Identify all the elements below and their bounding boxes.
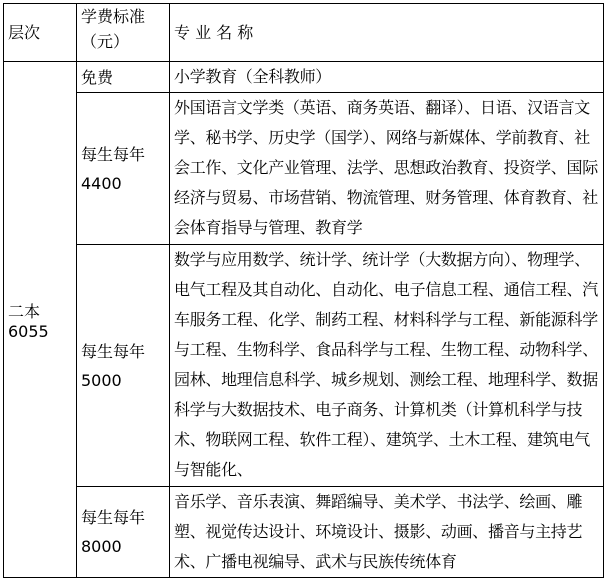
header-standard — [77, 4, 170, 62]
fee-cell — [77, 93, 170, 245]
majors-cell: 音乐学、音乐表演、舞蹈编导、美术学、书法学、绘画、雕塑、视觉传达设计、环境设计、摄影、动画、播音与主持艺术、广播电视编导、武术与民族传统体育 — [170, 487, 604, 578]
header-level: 层次 — [4, 4, 77, 62]
table-row — [4, 245, 604, 487]
fee-line1: 每生每年 — [81, 508, 146, 527]
header-standard-line1: 学费标准 — [81, 7, 146, 26]
fee-line1: 每生每年 — [81, 341, 146, 361]
header-standard-line2: （元） — [81, 32, 130, 51]
fee-line2: 4400 — [81, 173, 122, 193]
fee-cell — [77, 487, 170, 578]
header-major: 专 业 名 称 — [170, 4, 604, 62]
fee-cell — [77, 245, 170, 487]
table-row — [4, 62, 604, 93]
majors-cell: 外国语言文学类（英语、商务英语、翻译）、日语、汉语言文学、秘书学、历史学（国学）、网络与新媒体、学前教育、社会工作、文化产业管理、法学、思想政治教育、投资学、国际经济与贸易、市场营销、物流管理、财务管理、体育教育、社会体育指导与管理、教育学 — [170, 93, 604, 245]
level-cell: 二本6055 — [4, 62, 77, 578]
table-row — [4, 487, 604, 578]
majors-cell: 数学与应用数学、统计学、统计学（大数据方向）、物理学、电气工程及其自动化、自动化、电子信息工程、通信工程、汽车服务工程、化学、制药工程、材料科学与工程、新能源科学与工程、生物科学、食品科学与工程、生物工程、动物科学、园林、地理信息科学、城乡规划、测绘工程、地理科学、数据科学与大数据技术、电子商务、计算机类（计算机科学与技术、物联网工程、软件工程）、建筑学、土木工程、建筑电气与智能化、 — [170, 245, 604, 487]
table-row — [4, 93, 604, 245]
fee-line2: 5000 — [81, 370, 122, 390]
tuition-table — [3, 3, 604, 578]
fee-line2: 8000 — [81, 537, 122, 556]
fee-line1: 每生每年 — [81, 144, 146, 164]
fee-cell: 免费 — [77, 62, 170, 93]
header-row — [4, 4, 604, 62]
majors-cell: 小学教育（全科教师） — [170, 62, 604, 93]
